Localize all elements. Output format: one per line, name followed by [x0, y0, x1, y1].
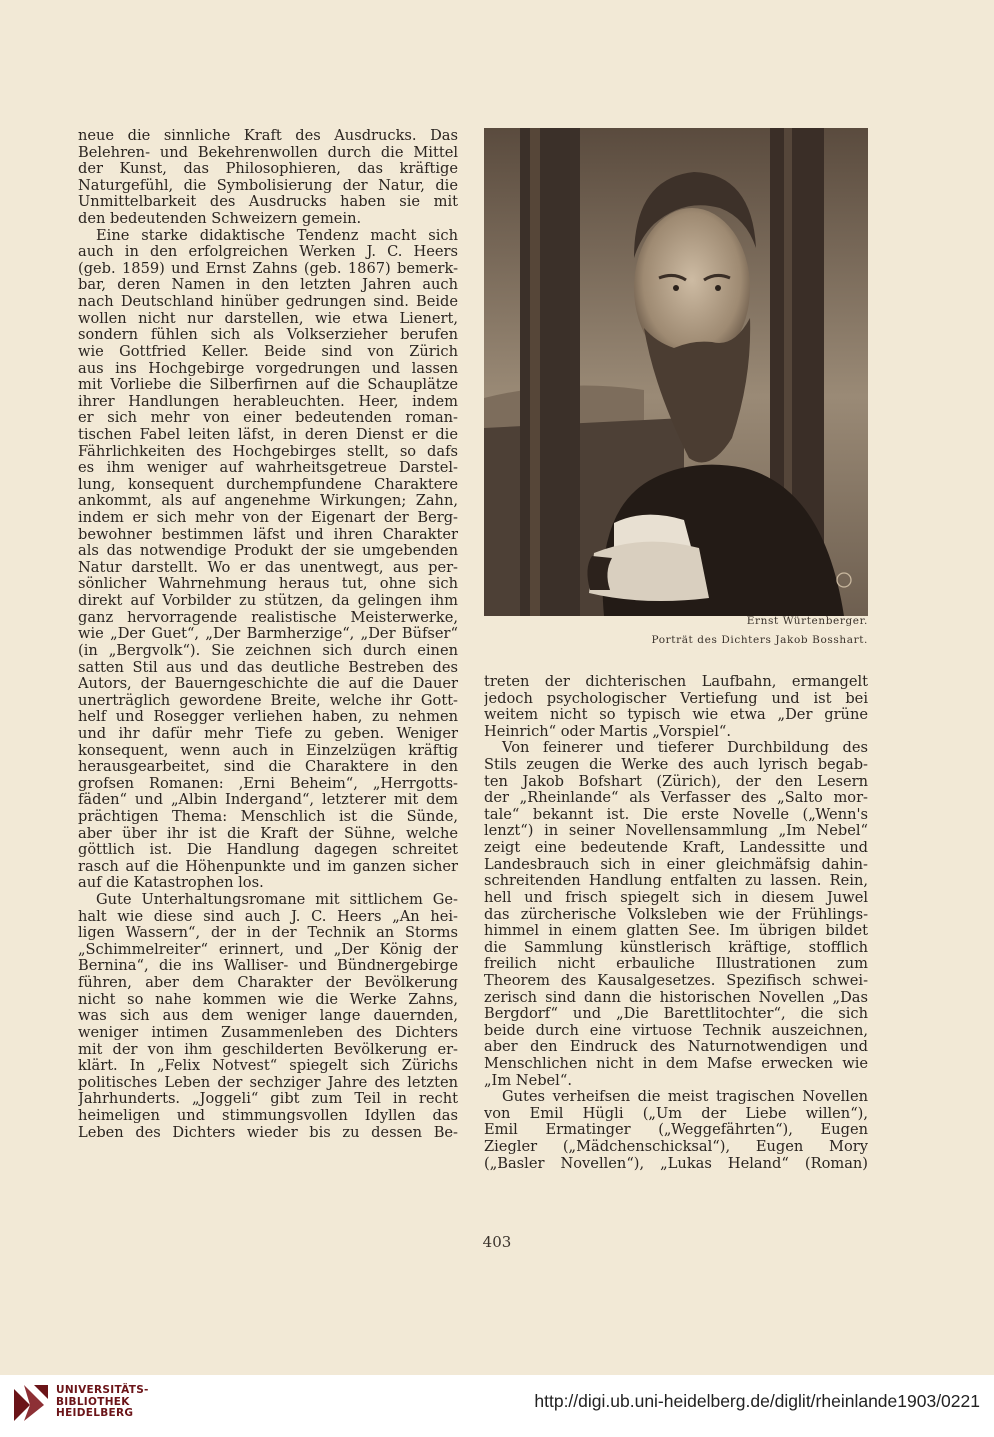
text-line: rasch auf die Höhenpunkte und im ganzen sicher	[78, 858, 458, 875]
text-line: lung, konsequent durchempfundene Charaktere	[78, 476, 458, 493]
text-line: Emil Ermatinger („Weggefährten“), Eugen	[484, 1122, 868, 1139]
text-line: sönlicher Wahrnehmung heraus tut, ohne sich	[78, 576, 458, 593]
text-line: Von feinerer und tieferer Durchbildung des	[502, 740, 868, 757]
library-name-line-3: HEIDELBERG	[56, 1407, 134, 1419]
library-name-line-2: BIBLIOTHEK	[56, 1395, 130, 1408]
text-line: ligen Wassern“, der in der Technik an Storms	[78, 925, 458, 942]
text-line: die Sammlung künstlerisch kräftige, stofflich	[484, 939, 868, 956]
text-line: bar, deren Namen in den letzten Jahren auch	[78, 277, 458, 294]
text-line: neue die sinnliche Kraft des Ausdrucks. Das	[78, 128, 458, 144]
text-line: beide durch eine virtuose Technik auszeichnen,	[484, 1022, 868, 1039]
text-line: er sich mehr von einer bedeutenden roman-	[78, 410, 458, 427]
text-line: Bernina“, die ins Walliser- und Bündnergebirge	[78, 958, 458, 975]
text-line: ten Jakob Bofshart (Zürich), der den Lesern	[484, 773, 868, 790]
text-line: was sich aus dem weniger lange dauernden,	[78, 1008, 458, 1025]
text-line: indem er sich mehr von der Eigenart der Berg-	[78, 510, 458, 527]
text-line: jedoch psychologischer Vertiefung und ist bei	[484, 690, 868, 707]
source-url-link[interactable]: http://digi.ub.uni-heidelberg.de/diglit/rheinlande1903/0221	[534, 1391, 980, 1411]
text-line: weniger intimen Zusammenleben des Dichters	[78, 1024, 458, 1041]
text-line: Unmittelbarkeit des Ausdrucks haben sie mit	[78, 194, 458, 211]
text-line: auf die Katastrophen los.	[78, 875, 264, 892]
text-line: bewohner bestimmen läfst und ihren Charakter	[78, 526, 458, 543]
text-line: sondern fühlen sich als Volkserzieher berufen	[78, 327, 458, 344]
text-line: tale“ bekannt ist. Die erste Novelle („Wenn's	[484, 806, 868, 823]
text-line: wie Gottfried Keller. Beide sind von Zürich	[78, 343, 458, 360]
text-line: fäden“ und „Albin Indergand“, letzterer mit dem	[78, 792, 458, 809]
text-line: den bedeutenden Schweizern gemein.	[78, 211, 362, 228]
text-line: Gutes verheifsen die meist tragischen Novellen	[502, 1089, 868, 1106]
text-line: Jahrhunderts. „Joggeli“ gibt zum Teil in recht	[78, 1091, 458, 1108]
text-line: heimeligen und stimmungsvollen Idyllen das	[78, 1107, 458, 1124]
text-line: Belehren- und Bekehrenwollen durch die Mittel	[78, 144, 458, 161]
text-line: politisches Leben der sechziger Jahre des letzten	[78, 1074, 458, 1091]
text-line: zerisch sind dann die historischen Novellen „Das	[484, 989, 868, 1006]
text-line: treten der dichterischen Laufbahn, ermangelt	[484, 674, 868, 690]
text-line: nach Deutschland hinüber gedrungen sind. Beide	[78, 294, 458, 311]
text-column-left	[78, 128, 458, 1141]
portrait-illustration	[484, 128, 868, 616]
text-line: (geb. 1859) und Ernst Zahns (geb. 1867) bemerk-	[78, 260, 458, 277]
text-line: und ihr dafür mehr Tiefe zu geben. Weniger	[78, 725, 458, 742]
portrait-image	[484, 128, 868, 616]
text-line: als das notwendige Produkt der sie umgebenden	[78, 543, 458, 560]
text-line: weitem nicht so typisch wie etwa „Der grüne	[484, 707, 868, 724]
text-line: ihrer Handlungen herableuchten. Heer, indem	[78, 393, 458, 410]
text-line: führen, aber dem Charakter der Bevölkerung	[78, 975, 458, 992]
text-line: tischen Fabel leiten läfst, in deren Dienst er die	[78, 426, 458, 443]
text-line: Natur darstellt. Wo er das unentwegt, aus per-	[78, 559, 458, 576]
text-line: direkt auf Vorbilder zu stützen, da gelingen ihm	[78, 593, 458, 610]
text-line: aus ins Hochgebirge vorgedrungen und lassen	[78, 360, 458, 377]
text-line: Bergdorf“ und „Die Barettlitochter“, die sich	[484, 1006, 868, 1023]
text-line: Naturgefühl, die Symbolisierung der Natur, die	[78, 177, 458, 194]
text-line: herausgearbeitet, sind die Charaktere in den	[78, 759, 458, 776]
text-line: Ziegler („Mädchenschicksal“), Eugen Mory	[484, 1139, 868, 1156]
caption-artist: Ernst Würtenberger.	[746, 615, 868, 627]
text-line: schreitenden Handlung entfalten zu lassen. Rein,	[484, 873, 868, 890]
text-line: von Emil Hügli („Um der Liebe willen“),	[484, 1105, 868, 1122]
text-line: (in „Bergvolk“). Sie zeichnen sich durch einen	[78, 642, 458, 659]
text-line: „Im Nebel“.	[484, 1072, 572, 1089]
text-line: helf und Rosegger verliehen haben, zu nehmen	[78, 709, 458, 726]
text-line: lenzt“) in seiner Novellensammlung „Im Nebel“	[484, 823, 868, 840]
text-line: der „Rheinlande“ als Verfasser des „Salto mor-	[484, 790, 868, 807]
text-line: göttlich ist. Die Handlung dagegen schreitet	[78, 842, 458, 859]
text-line: aber den Eindruck des Naturnotwendigen und	[484, 1039, 868, 1056]
text-line: mit Vorliebe die Silberfirnen auf die Schauplätze	[78, 377, 458, 394]
text-line: himmel in einem glatten See. Im übrigen bildet	[484, 923, 868, 940]
text-line: mit der von ihm geschilderten Bevölkerung er-	[78, 1041, 458, 1058]
text-line: grofsen Romanen: ‚Erni Beheim“, „Herrgotts-	[78, 775, 458, 792]
text-line: Leben des Dichters wieder bis zu dessen Be-	[78, 1124, 458, 1141]
text-line: ganz hervorragende realistische Meisterwerke,	[78, 609, 458, 626]
caption-title: Porträt des Dichters Jakob Bosshart.	[651, 634, 868, 646]
text-line: prächtigen Thema: Menschlich ist die Sünde,	[78, 808, 458, 825]
text-line: Landesbrauch sich in einer gleichmäfsig dahin-	[484, 856, 868, 873]
text-line: Gute Unterhaltungsromane mit sittlichem Ge-	[96, 892, 458, 909]
text-line: auch in den erfolgreichen Werken J. C. Heers	[78, 244, 458, 261]
university-library-logo-icon	[10, 1381, 50, 1423]
text-line: Fährlichkeiten des Hochgebirges stellt, so dafs	[78, 443, 458, 460]
text-line: satten Stil aus und das deutliche Bestreben des	[78, 659, 458, 676]
text-column-right	[484, 674, 868, 1172]
text-line: das zürcherische Volksleben wie der Frühlings-	[484, 906, 868, 923]
text-line: konsequent, wenn auch in Einzelzügen kräftig	[78, 742, 458, 759]
figure-caption	[484, 612, 868, 650]
text-line: ankommt, als auf angenehme Wirkungen; Zahn,	[78, 493, 458, 510]
text-line: Stils zeugen die Werke des auch lyrisch begab-	[484, 757, 868, 774]
library-name-line-1: UNIVERSITÄTS-	[56, 1384, 149, 1396]
text-line: unerträglich gewordene Breite, welche ihr Gott-	[78, 692, 458, 709]
text-line: „Schimmelreiter“ erinnert, und „Der König der	[78, 941, 458, 958]
text-line: Autors, der Bauerngeschichte die auf die Dauer	[78, 676, 458, 693]
text-line: zeigt eine bedeutende Kraft, Landessitte und	[484, 840, 868, 857]
text-line: Heinrich“ oder Martis „Vorspiel“.	[484, 723, 732, 740]
text-line: klärt. In „Felix Notvest“ spiegelt sich Zürichs	[78, 1058, 458, 1075]
text-line: hell und frisch spiegelt sich in diesem Juwel	[484, 889, 868, 906]
text-line: der Kunst, das Philosophieren, das kräftige	[78, 161, 458, 178]
text-line: („Basler Novellen“), „Lukas Heland“ (Roman)	[484, 1155, 868, 1172]
text-line: wie „Der Guet“, „Der Barmherzige“, „Der Büfser“	[78, 626, 458, 643]
text-line: es ihm weniger auf wahrheitsgetreue Darstel-	[78, 460, 458, 477]
library-name	[56, 1385, 149, 1420]
text-line: Eine starke didaktische Tendenz macht sich	[96, 227, 458, 244]
page-number: 403	[482, 1233, 512, 1251]
text-line: wollen nicht nur darstellen, wie etwa Lienert,	[78, 310, 458, 327]
text-line: halt wie diese sind auch J. C. Heers „An hei-	[78, 908, 458, 925]
text-line: Menschlichen nicht in dem Mafse erwecken wie	[484, 1056, 868, 1073]
text-line: aber über ihr ist die Kraft der Sühne, welche	[78, 825, 458, 842]
text-line: Theorem des Kausalgesetzes. Spezifisch schwei-	[484, 972, 868, 989]
library-footer	[0, 1375, 994, 1437]
text-line: freilich nicht erbauliche Illustrationen zum	[484, 956, 868, 973]
text-line: nicht so nahe kommen wie die Werke Zahns,	[78, 991, 458, 1008]
